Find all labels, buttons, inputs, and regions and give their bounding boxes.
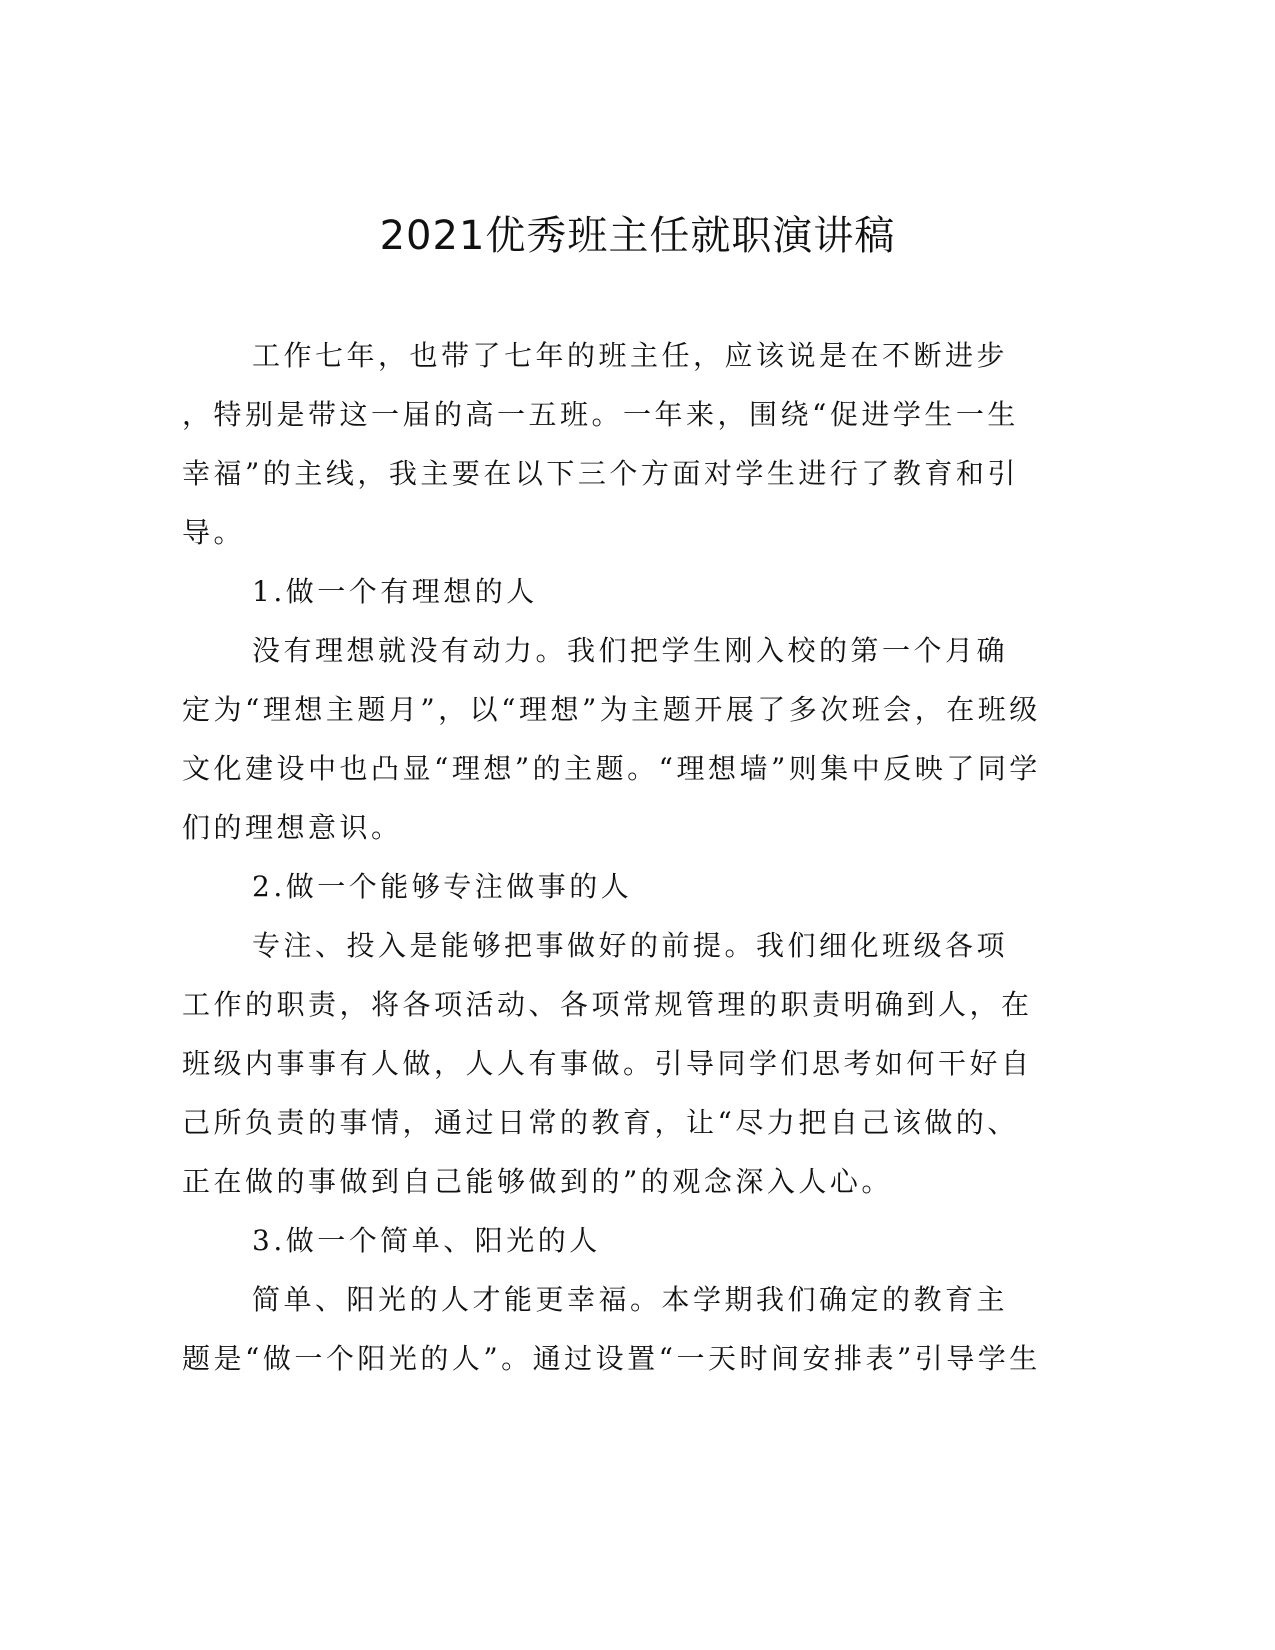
text-line: 班级内事事有人做，人人有事做。引导同学们思考如何干好自 <box>182 1047 1033 1080</box>
text-line: 定为“理想主题月”，以“理想”为主题开展了多次班会，在班级 <box>182 693 1041 726</box>
text-line: 没有理想就没有动力。我们把学生刚入校的第一个月确 <box>252 634 1009 667</box>
text-line: 己所负责的事情，通过日常的教育，让“尽力把自己该做的、 <box>182 1106 1019 1139</box>
text-line: 3.做一个简单、阳光的人 <box>252 1224 601 1257</box>
document-body <box>182 330 1062 1392</box>
text-line: ，特别是带这一届的高一五班。一年来，围绕“促进学生一生 <box>182 398 1019 431</box>
text-line: 工作的职责，将各项活动、各项常规管理的职责明确到人，在 <box>182 988 1033 1021</box>
text-line: 工作七年，也带了七年的班主任，应该说是在不断进步 <box>252 339 1009 372</box>
text-line: 题是“做一个阳光的人”。通过设置“一天时间安排表”引导学生 <box>182 1342 1041 1375</box>
text-line: 导。 <box>182 516 246 549</box>
text-line: 们的理想意识。 <box>182 811 403 844</box>
document-title: 2021优秀班主任就职演讲稿 <box>379 213 896 259</box>
text-line: 文化建设中也凸显“理想”的主题。“理想墙”则集中反映了同学 <box>182 752 1041 785</box>
text-line: 2.做一个能够专注做事的人 <box>252 870 633 903</box>
text-line: 专注、投入是能够把事做好的前提。我们细化班级各项 <box>252 929 1009 962</box>
text-line: 简单、阳光的人才能更幸福。本学期我们确定的教育主 <box>252 1283 1009 1316</box>
text-line: 1.做一个有理想的人 <box>252 575 538 608</box>
text-line: 正在做的事做到自己能够做到的”的观念深入人心。 <box>182 1165 893 1198</box>
text-line: 幸福”的主线，我主要在以下三个方面对学生进行了教育和引 <box>182 457 1019 490</box>
